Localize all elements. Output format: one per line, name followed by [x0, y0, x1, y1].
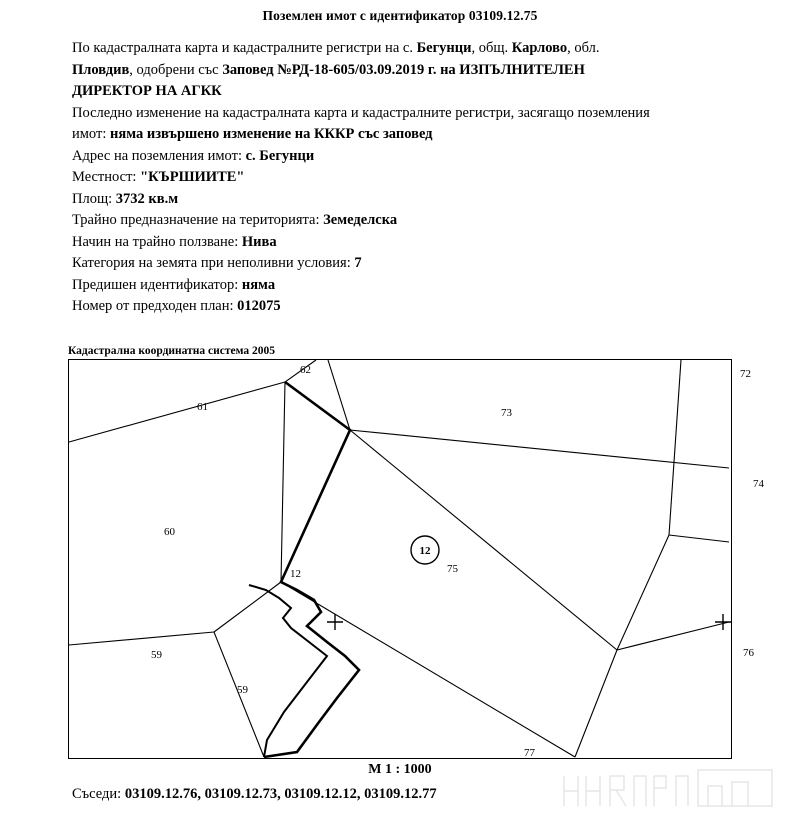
order-line: Пловдив, одобрени със Заповед №РД-18-605/03.09.2019 г. на ИЗПЪЛНИТЕЛЕН — [72, 61, 585, 78]
parcel-label-61: 61 — [197, 401, 208, 413]
property-change-line: имот: няма извършено изменение на КККР със заповед — [72, 126, 433, 142]
parcel-marker-label: 12 — [419, 545, 431, 557]
territory-purpose-line: Трайно предназначение на територията: Земеделска — [72, 212, 398, 228]
parcel-label-77: 77 — [524, 747, 535, 759]
land-category-line: Категория на земята при неполивни условия: 7 — [72, 255, 362, 271]
director-line: ДИРЕКТОР НА АГКК — [72, 83, 222, 99]
map-scale: М 1 : 1000 — [368, 762, 432, 777]
cadastral-map-line: По кадастралната карта и кадастралните регистри на с. Бегунци, общ. Карлово, обл. — [72, 40, 600, 56]
neighbors-label: Съседи: — [72, 786, 125, 802]
parcel-label-72: 72 — [740, 368, 751, 380]
parcel-label-73: 73 — [501, 407, 512, 419]
parcel-label-59-left: 59 — [151, 649, 162, 661]
parcel-label-59: 59 — [237, 684, 248, 696]
parcel-label-74: 74 — [753, 478, 764, 490]
parcel-label-75: 75 — [447, 563, 458, 575]
parcel-label-76: 76 — [743, 647, 754, 659]
permanent-use-line: Начин на трайно ползване: Нива — [72, 233, 277, 250]
parcel-label-60: 60 — [164, 526, 175, 538]
parcel-label-62: 62 — [300, 364, 311, 376]
property-details-block — [72, 38, 732, 318]
coordinate-system-label: Кадастрална координатна система 2005 — [68, 345, 275, 357]
last-change-line: Последно изменение на кадастралната карта и кадастралните регистри, засягащо поземления — [72, 104, 650, 121]
locality-line: Местност: "КЪРШИИТЕ" — [72, 169, 245, 185]
neighbors-line — [72, 786, 437, 803]
area-line: Площ: 3732 кв.м — [72, 190, 179, 207]
previous-identifier-line: Предишен идентификатор: няма — [72, 276, 276, 293]
address-line: Адрес на поземления имот: с. Бегунци — [72, 147, 315, 164]
cadastral-map — [68, 359, 764, 759]
page-title: Поземлен имот с идентификатор 03109.12.75 — [262, 8, 538, 23]
previous-plan-number-line: Номер от предходен план: 012075 — [72, 298, 281, 314]
parcel-label-12-edge: 12 — [290, 568, 301, 580]
neighbors-value: 03109.12.76, 03109.12.73, 03109.12.12, 03109.12.77 — [124, 786, 437, 802]
